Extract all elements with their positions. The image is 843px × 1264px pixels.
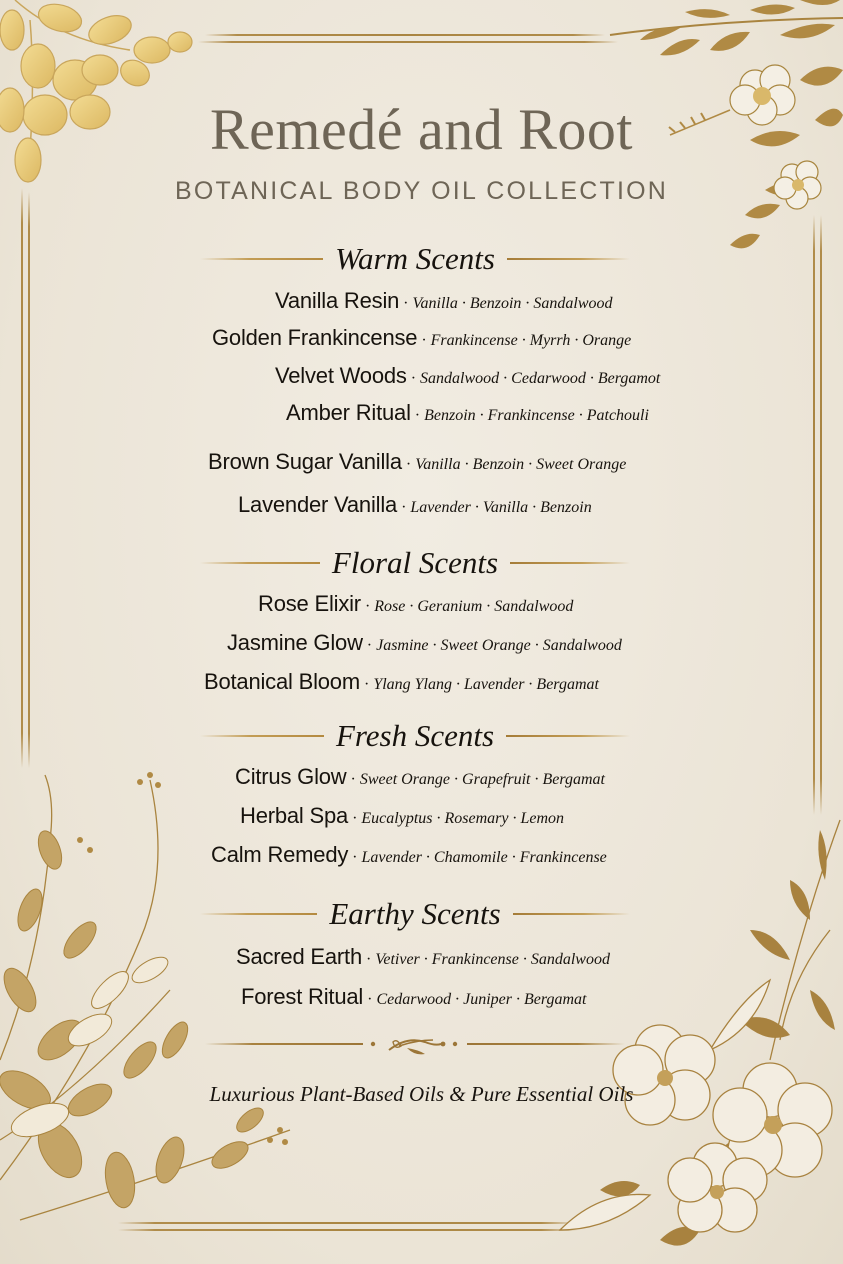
section-title: Floral Scents (331, 545, 499, 580)
product-notes: Vetiver · Frankincense · Sandalwood (375, 951, 610, 968)
left-border-line (21, 188, 23, 768)
section-title: Warm Scents (335, 241, 495, 276)
product-notes: Sweet Orange · Grapefruit · Bergamat (359, 771, 605, 788)
top-border-line (198, 41, 618, 43)
section-title: Fresh Scents (335, 718, 495, 753)
product-item (211, 842, 607, 868)
product-item (275, 363, 660, 389)
separator-dot: · (363, 676, 370, 693)
separator-dot: · (414, 407, 421, 424)
right-border-line (820, 215, 822, 815)
product-name: Herbal Spa (240, 803, 349, 828)
divider-rule (467, 1043, 625, 1045)
brand-title: Remedé and Root (209, 97, 634, 162)
product-item (286, 400, 649, 426)
product-name: Forest Ritual (241, 984, 364, 1009)
right-border-line (813, 215, 815, 815)
heading-rule (513, 913, 630, 915)
product-item (227, 630, 622, 656)
product-name: Amber Ritual (286, 400, 411, 425)
product-name: Sacred Earth (236, 944, 363, 969)
separator-dot: · (352, 849, 358, 866)
product-name: Golden Frankincense (212, 325, 418, 350)
product-notes: Benzoin · Frankincense · Patchouli (424, 407, 649, 424)
leaf-flourish-icon (367, 1032, 463, 1056)
heading-rule (507, 258, 630, 260)
product-notes: Lavender · Chamomile · Frankincense (361, 849, 607, 866)
section-heading-warm (200, 239, 630, 279)
separator-dot: · (350, 771, 356, 788)
product-notes: Lavender · Vanilla · Benzoin (410, 499, 592, 516)
separator-dot: · (366, 951, 372, 968)
product-notes: Eucalyptus · Rosemary · Lemon (361, 810, 565, 827)
product-name: Jasmine Glow (227, 630, 363, 655)
product-notes: Vanilla · Benzoin · Sweet Orange (415, 456, 627, 473)
product-item (236, 944, 610, 970)
separator-dot: · (405, 456, 412, 473)
section-heading-floral (200, 543, 630, 583)
separator-dot: · (367, 991, 373, 1008)
separator-dot: · (410, 370, 417, 387)
product-item (258, 591, 573, 617)
product-notes: Jasmine · Sweet Orange · Sandalwood (376, 637, 622, 654)
product-name: Vanilla Resin (275, 288, 400, 313)
heading-rule (200, 913, 317, 915)
product-name: Citrus Glow (235, 764, 347, 789)
heading-rule (200, 258, 323, 260)
product-item (275, 288, 613, 314)
heading-rule (200, 735, 324, 737)
product-item (238, 492, 592, 518)
product-notes: Vanilla · Benzoin · Sandalwood (412, 295, 613, 312)
separator-dot: · (364, 598, 371, 615)
top-border-line (205, 34, 605, 36)
separator-dot: · (401, 499, 407, 516)
product-notes: Sandalwood · Cedarwood · Bergamot (420, 370, 661, 387)
product-name: Botanical Bloom (204, 669, 360, 694)
left-border-line (28, 192, 30, 768)
ornamental-divider (205, 1032, 625, 1056)
product-name: Brown Sugar Vanilla (208, 449, 402, 474)
tagline: Luxurious Plant-Based Oils & Pure Essential Oils (209, 1082, 634, 1106)
heading-rule (506, 735, 630, 737)
product-notes: Ylang Ylang · Lavender · Bergamat (373, 676, 599, 693)
product-notes: Frankincense · Myrrh · Orange (430, 332, 632, 349)
heading-rule (510, 562, 630, 564)
separator-dot: · (366, 637, 373, 654)
section-heading-earthy (200, 894, 630, 934)
product-item (204, 669, 599, 695)
product-name: Calm Remedy (211, 842, 349, 867)
product-item (212, 325, 631, 351)
product-name: Velvet Woods (275, 363, 407, 388)
product-item (241, 984, 587, 1010)
product-notes: Rose · Geranium · Sandalwood (374, 598, 574, 615)
product-name: Lavender Vanilla (238, 492, 398, 517)
product-item (235, 764, 605, 790)
separator-dot: · (352, 810, 358, 827)
heading-rule (200, 562, 320, 564)
separator-dot: · (421, 332, 427, 349)
section-heading-fresh (200, 716, 630, 756)
product-item (208, 449, 626, 475)
section-title: Earthy Scents (329, 896, 501, 931)
divider-rule (205, 1043, 363, 1045)
product-notes: Cedarwood · Juniper · Bergamat (376, 991, 587, 1008)
brand-subtitle: BOTANICAL BODY OIL COLLECTION (174, 177, 669, 205)
product-item (240, 803, 564, 829)
separator-dot: · (403, 295, 409, 312)
product-name: Rose Elixir (258, 591, 361, 616)
